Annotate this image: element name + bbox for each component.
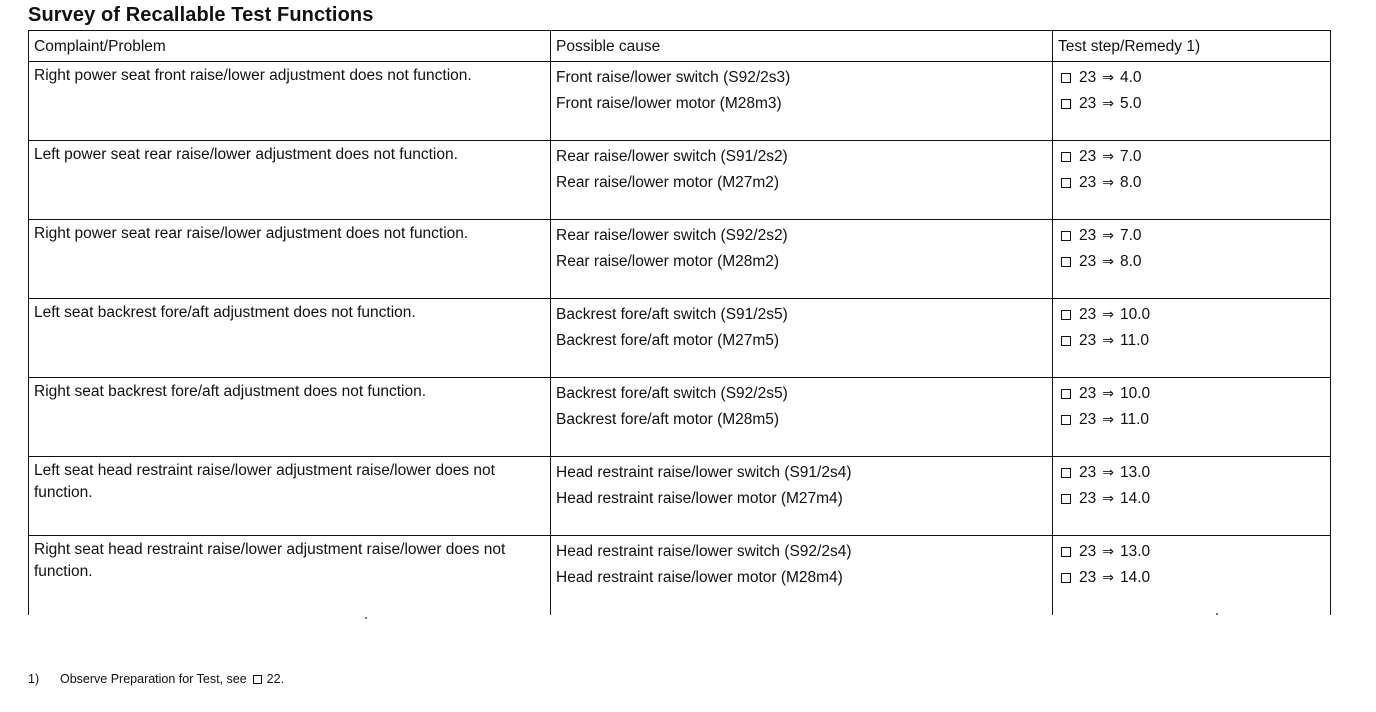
scan-speck <box>365 617 367 619</box>
reference-step: 11.0 <box>1119 332 1150 349</box>
reference-page: 23 <box>1079 464 1097 481</box>
book-reference-icon <box>1061 494 1071 504</box>
complaint-text: Right seat backrest fore/aft adjustment does not function. <box>34 383 427 400</box>
reference-page: 23 <box>1079 332 1097 349</box>
test-step-reference <box>1058 407 1330 433</box>
book-reference-icon <box>1061 389 1071 399</box>
complaint-cell <box>29 220 551 299</box>
test-step-reference <box>1058 223 1330 249</box>
complaint-text: Right power seat front raise/lower adjustment does not function. <box>34 67 472 84</box>
complaint-cell <box>29 457 551 536</box>
right-double-arrow-icon: ⇒ <box>1102 544 1114 560</box>
reference-page: 23 <box>1079 569 1097 586</box>
possible-cause-text: Backrest fore/aft motor (M28m5) <box>556 411 780 428</box>
right-double-arrow-icon: ⇒ <box>1102 175 1114 191</box>
right-double-arrow-icon: ⇒ <box>1102 307 1114 323</box>
header-complaint: Complaint/Problem <box>29 31 551 62</box>
footnote-page-ref: 22. <box>266 672 285 686</box>
test-step-reference <box>1058 565 1330 591</box>
book-reference-icon <box>1061 310 1071 320</box>
table-header-row <box>29 31 1331 62</box>
complaint-text: Right power seat rear raise/lower adjustment does not function. <box>34 225 469 242</box>
footnote <box>28 672 284 686</box>
reference-page: 23 <box>1079 174 1097 191</box>
possible-cause-text: Rear raise/lower motor (M28m2) <box>556 253 780 270</box>
reference-page: 23 <box>1079 227 1097 244</box>
possible-cause-cell <box>551 457 1053 536</box>
reference-step: 8.0 <box>1119 253 1142 270</box>
reference-page: 23 <box>1079 490 1097 507</box>
test-step-reference <box>1058 144 1330 170</box>
book-reference-icon <box>1061 573 1071 583</box>
test-step-cell <box>1053 220 1331 299</box>
possible-cause-text: Rear raise/lower motor (M27m2) <box>556 174 780 191</box>
header-test-step: Test step/Remedy 1) <box>1053 31 1331 62</box>
test-step-reference <box>1058 249 1330 275</box>
complaint-text: Left seat backrest fore/aft adjustment does not function. <box>34 304 416 321</box>
test-step-reference <box>1058 170 1330 196</box>
possible-cause-cell <box>551 62 1053 141</box>
test-step-cell <box>1053 141 1331 220</box>
book-reference-icon <box>1061 99 1071 109</box>
document-title: Survey of Recallable Test Functions <box>28 4 374 26</box>
reference-page: 23 <box>1079 306 1097 323</box>
complaint-text: Right seat head restraint raise/lower adjustment raise/lower does not function. <box>34 541 506 580</box>
possible-cause-text: Front raise/lower motor (M28m3) <box>556 95 782 112</box>
right-double-arrow-icon: ⇒ <box>1102 149 1114 165</box>
test-step-reference <box>1058 328 1330 354</box>
book-reference-icon <box>1061 257 1071 267</box>
possible-cause-text: Head restraint raise/lower motor (M28m4) <box>556 569 843 586</box>
book-reference-icon <box>1061 547 1071 557</box>
possible-cause-cell <box>551 141 1053 220</box>
right-double-arrow-icon: ⇒ <box>1102 412 1114 428</box>
reference-page: 23 <box>1079 253 1097 270</box>
right-double-arrow-icon: ⇒ <box>1102 70 1114 86</box>
reference-step: 8.0 <box>1119 174 1142 191</box>
table-row <box>29 378 1331 457</box>
survey-table <box>28 30 1331 615</box>
test-step-reference <box>1058 539 1330 565</box>
test-step-reference <box>1058 460 1330 486</box>
table-row <box>29 299 1331 378</box>
possible-cause-text: Backrest fore/aft switch (S91/2s5) <box>556 306 788 323</box>
right-double-arrow-icon: ⇒ <box>1102 333 1114 349</box>
right-double-arrow-icon: ⇒ <box>1102 491 1114 507</box>
test-step-reference <box>1058 302 1330 328</box>
table-row <box>29 220 1331 299</box>
right-double-arrow-icon: ⇒ <box>1102 96 1114 112</box>
possible-cause-text: Front raise/lower switch (S92/2s3) <box>556 69 791 86</box>
reference-page: 23 <box>1079 411 1097 428</box>
scan-speck <box>1216 613 1218 615</box>
right-double-arrow-icon: ⇒ <box>1102 570 1114 586</box>
reference-step: 13.0 <box>1119 543 1151 560</box>
possible-cause-cell <box>551 220 1053 299</box>
reference-step: 14.0 <box>1119 569 1151 586</box>
test-step-reference <box>1058 486 1330 512</box>
reference-page: 23 <box>1079 385 1097 402</box>
complaint-text: Left seat head restraint raise/lower adjustment raise/lower does not function. <box>34 462 495 501</box>
test-step-cell <box>1053 457 1331 536</box>
reference-step: 13.0 <box>1119 464 1151 481</box>
book-reference-icon <box>1061 336 1071 346</box>
complaint-cell <box>29 378 551 457</box>
reference-step: 5.0 <box>1119 95 1142 112</box>
table-row <box>29 141 1331 220</box>
possible-cause-text: Backrest fore/aft switch (S92/2s5) <box>556 385 788 402</box>
possible-cause-text: Head restraint raise/lower motor (M27m4) <box>556 490 843 507</box>
table-row <box>29 457 1331 536</box>
book-reference-icon <box>253 675 262 684</box>
reference-page: 23 <box>1079 69 1097 86</box>
complaint-text: Left power seat rear raise/lower adjustment does not function. <box>34 146 458 163</box>
test-step-reference <box>1058 381 1330 407</box>
possible-cause-cell <box>551 299 1053 378</box>
test-step-reference <box>1058 91 1330 117</box>
test-step-cell <box>1053 536 1331 615</box>
right-double-arrow-icon: ⇒ <box>1102 465 1114 481</box>
possible-cause-text: Head restraint raise/lower switch (S92/2s4) <box>556 543 852 560</box>
book-reference-icon <box>1061 468 1071 478</box>
right-double-arrow-icon: ⇒ <box>1102 254 1114 270</box>
reference-step: 7.0 <box>1119 227 1142 244</box>
test-step-cell <box>1053 378 1331 457</box>
possible-cause-text: Rear raise/lower switch (S92/2s2) <box>556 227 788 244</box>
possible-cause-cell <box>551 536 1053 615</box>
book-reference-icon <box>1061 415 1071 425</box>
right-double-arrow-icon: ⇒ <box>1102 386 1114 402</box>
table-body <box>29 62 1331 615</box>
reference-step: 11.0 <box>1119 411 1150 428</box>
reference-page: 23 <box>1079 95 1097 112</box>
test-step-cell <box>1053 299 1331 378</box>
complaint-cell <box>29 62 551 141</box>
possible-cause-text: Backrest fore/aft motor (M27m5) <box>556 332 780 349</box>
reference-step: 14.0 <box>1119 490 1151 507</box>
reference-step: 7.0 <box>1119 148 1142 165</box>
reference-step: 10.0 <box>1119 306 1151 323</box>
reference-page: 23 <box>1079 148 1097 165</box>
footnote-text: Observe Preparation for Test, see <box>60 672 247 686</box>
complaint-cell <box>29 141 551 220</box>
footnote-mark: 1) <box>28 672 40 686</box>
reference-page: 23 <box>1079 543 1097 560</box>
book-reference-icon <box>1061 178 1071 188</box>
table-row <box>29 536 1331 615</box>
possible-cause-text: Head restraint raise/lower switch (S91/2s4) <box>556 464 852 481</box>
test-step-reference <box>1058 65 1330 91</box>
test-step-cell <box>1053 62 1331 141</box>
reference-step: 4.0 <box>1119 69 1142 86</box>
complaint-cell <box>29 536 551 615</box>
possible-cause-text: Rear raise/lower switch (S91/2s2) <box>556 148 788 165</box>
book-reference-icon <box>1061 231 1071 241</box>
book-reference-icon <box>1061 152 1071 162</box>
reference-step: 10.0 <box>1119 385 1151 402</box>
right-double-arrow-icon: ⇒ <box>1102 228 1114 244</box>
book-reference-icon <box>1061 73 1071 83</box>
table-row <box>29 62 1331 141</box>
possible-cause-cell <box>551 378 1053 457</box>
header-possible-cause: Possible cause <box>551 31 1053 62</box>
complaint-cell <box>29 299 551 378</box>
